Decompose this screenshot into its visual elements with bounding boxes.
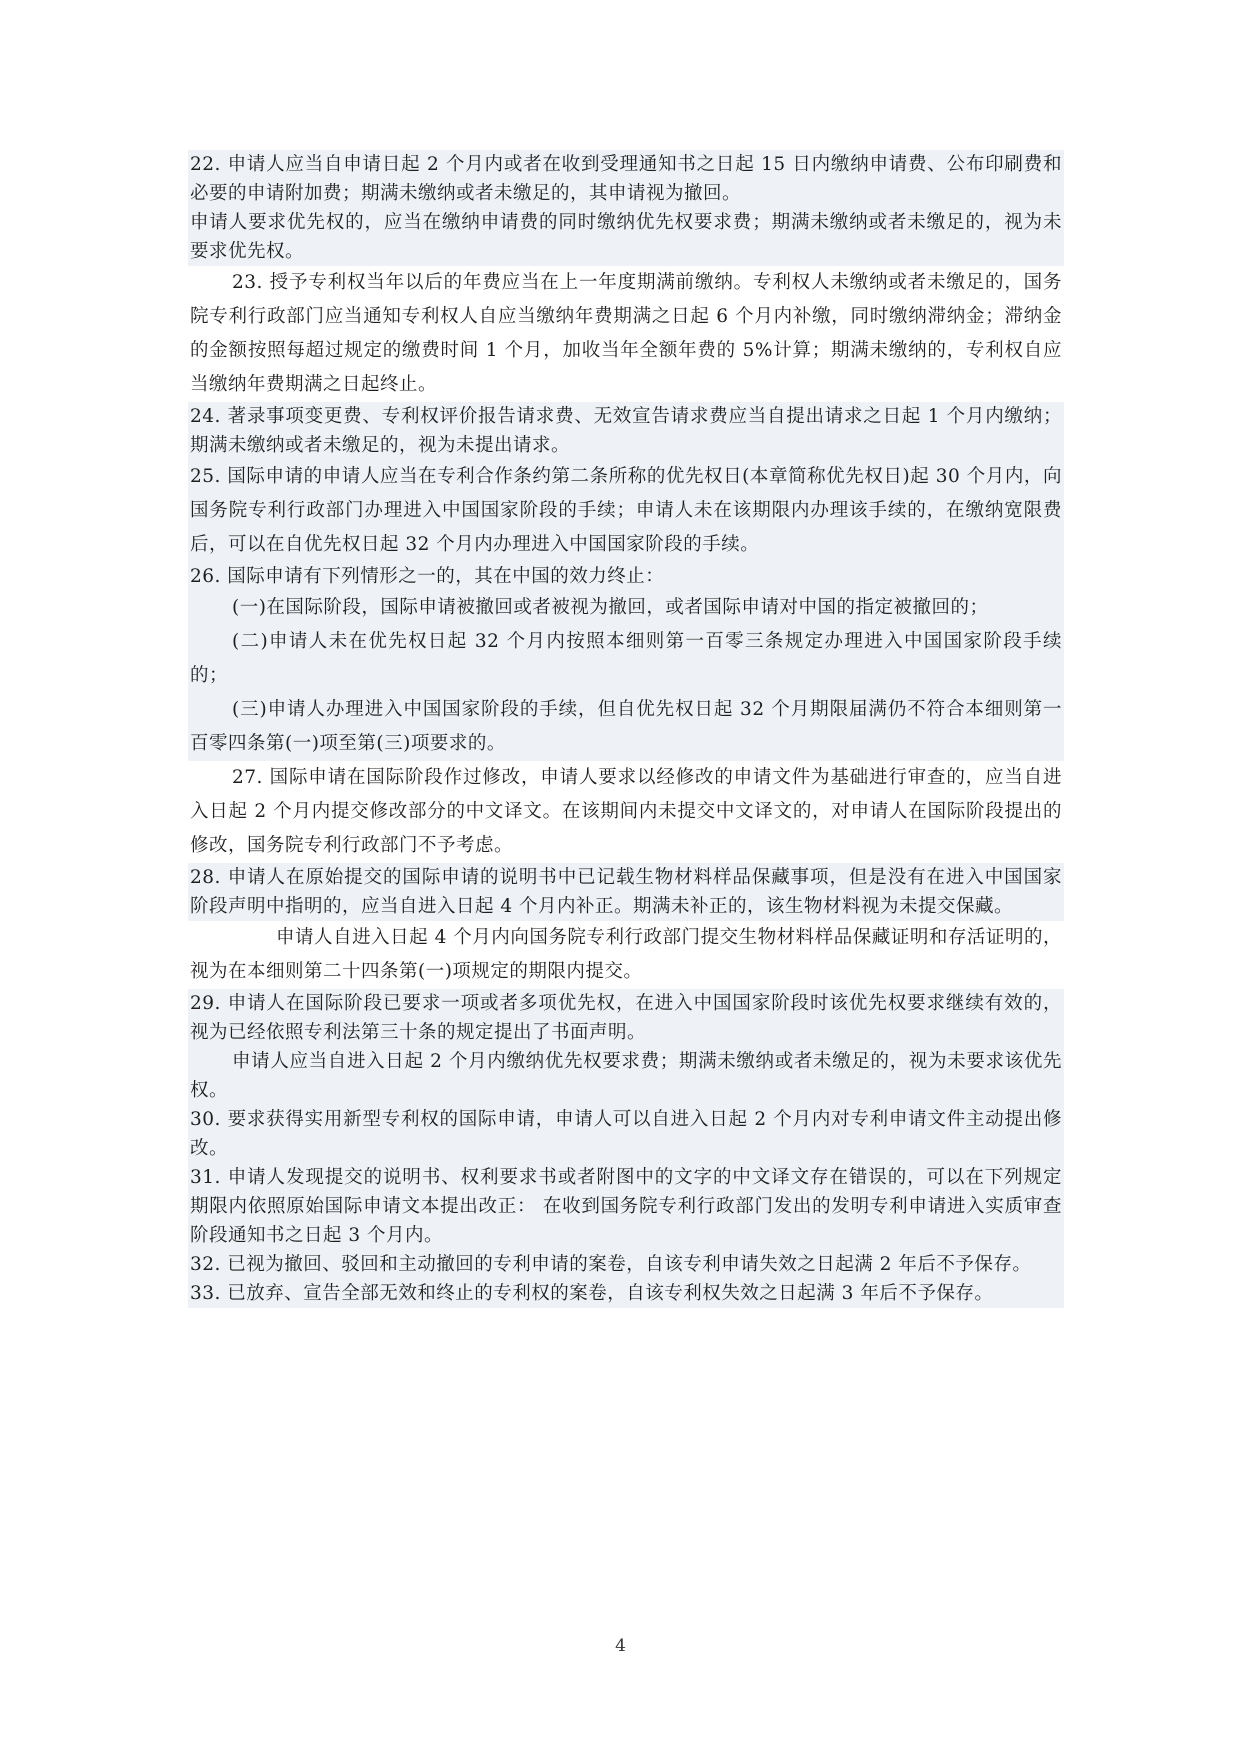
paragraph-26: 26. 国际申请有下列情形之一的，其在中国的效力终止：: [188, 562, 1064, 591]
paragraph-31: 31. 申请人发现提交的说明书、权利要求书或者附图中的文字的中文译文存在错误的，可以在下列规定期限内依照原始国际申请文本提出改正： 在收到国务院专利行政部门发出的发明专利申请进入实质审查阶段通知书之日起 3 个月内。: [188, 1163, 1064, 1250]
paragraph-33: 33. 已放弃、宣告全部无效和终止的专利权的案卷，自该专利权失效之日起满 3 年后不予保存。: [188, 1279, 1064, 1308]
paragraph-23: 23. 授予专利权当年以后的年费应当在上一年度期满前缴纳。专利权人未缴纳或者未缴足的，国务院专利行政部门应当通知专利权人自应当缴纳年费期满之日起 6 个月内补缴，同时缴纳滞纳金；滞纳金的金额按照每超过规定的缴费时间 1 个月，加收当年全额年费的 5%计算；期满未缴纳的，专利权自应当缴纳年费期满之日起终止。: [190, 272, 1062, 395]
paragraph-29-fee: 申请人应当自进入日起 2 个月内缴纳优先权要求费；期满未缴纳或者未缴足的，视为未要求该优先权。: [188, 1047, 1064, 1105]
paragraph-26-item-1: (一)在国际阶段，国际申请被撤回或者被视为撤回，或者国际申请对中国的指定被撤回的；: [188, 591, 1064, 625]
paragraph-26-item-3: (三)申请人办理进入中国国家阶段的手续，但自优先权日起 32 个月期限届满仍不符合本细则第一百零四条第(一)项至第(三)项要求的。: [188, 693, 1064, 761]
page-number: 4: [615, 1636, 626, 1656]
paragraph-27: 27. 国际申请在国际阶段作过修改，申请人要求以经修改的申请文件为基础进行审查的，应当自进入日起 2 个月内提交修改部分的中文译文。在该期间内未提交中文译文的，对申请人在国际阶段提出的修改，国务院专利行政部门不予考虑。: [190, 767, 1062, 856]
paragraph-22-priority: 申请人要求优先权的，应当在缴纳申请费的同时缴纳优先权要求费；期满未缴纳或者未缴足的，视为未要求优先权。: [188, 208, 1064, 266]
document-body: [188, 150, 1064, 1308]
paragraph-28-deposit: 申请人自进入日起 4 个月内向国务院专利行政部门提交生物材料样品保藏证明和存活证明的，视为在本细则第二十四条第(一)项规定的期限内提交。: [190, 927, 1062, 982]
paragraph-32: 32. 已视为撤回、驳回和主动撤回的专利申请的案卷，自该专利申请失效之日起满 2 年后不予保存。: [188, 1250, 1064, 1279]
paragraph-25: 25. 国际申请的申请人应当在专利合作条约第二条所称的优先权日(本章简称优先权日)起 30 个月内，向国务院专利行政部门办理进入中国国家阶段的手续；申请人未在该期限内办理该手续的，在缴纳宽限费后，可以在自优先权日起 32 个月内办理进入中国国家阶段的手续。: [188, 460, 1064, 562]
paragraph-26-item-2: (二)申请人未在优先权日起 32 个月内按照本细则第一百零三条规定办理进入中国国家阶段手续的；: [188, 625, 1064, 693]
paragraph-29: 29. 申请人在国际阶段已要求一项或者多项优先权，在进入中国国家阶段时该优先权要求继续有效的，视为已经依照专利法第三十条的规定提出了书面声明。: [188, 989, 1064, 1047]
paragraph-28: 28. 申请人在原始提交的国际申请的说明书中已记载生物材料样品保藏事项，但是没有在进入中国国家阶段声明中指明的，应当自进入日起 4 个月内补正。期满未补正的，该生物材料视为未提交保藏。: [188, 863, 1064, 921]
paragraph-22: 22. 申请人应当自申请日起 2 个月内或者在收到受理通知书之日起 15 日内缴纳申请费、公布印刷费和必要的申请附加费；期满未缴纳或者未缴足的，其申请视为撤回。: [188, 150, 1064, 208]
paragraph-30: 30. 要求获得实用新型专利权的国际申请，申请人可以自进入日起 2 个月内对专利申请文件主动提出修改。: [188, 1105, 1064, 1163]
paragraph-24: 24. 著录事项变更费、专利权评价报告请求费、无效宣告请求费应当自提出请求之日起 1 个月内缴纳；期满未缴纳或者未缴足的，视为未提出请求。: [188, 402, 1064, 460]
